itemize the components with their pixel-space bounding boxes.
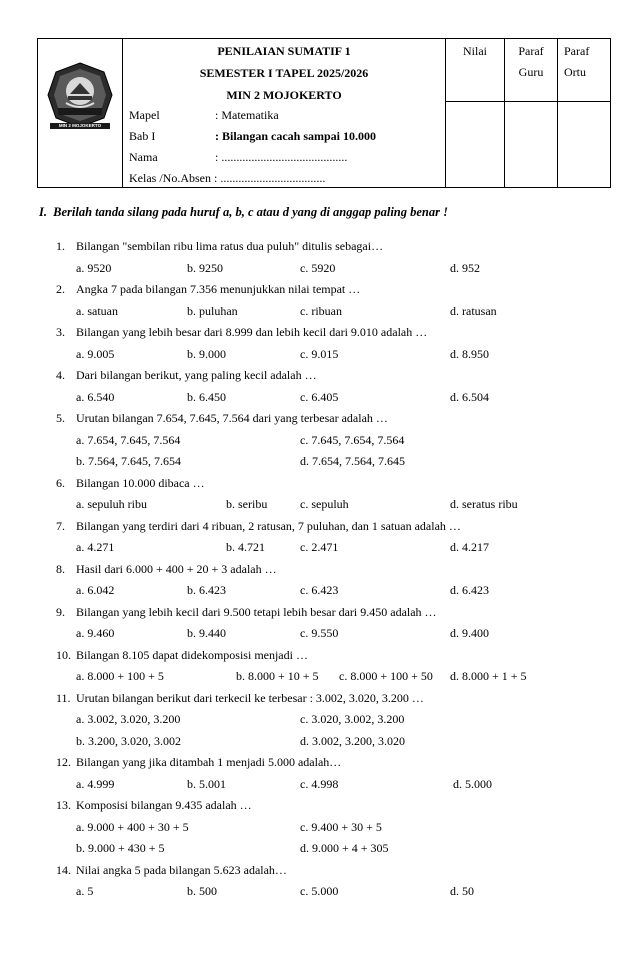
field-nama bbox=[129, 147, 376, 168]
nilai-label: Nilai bbox=[463, 44, 487, 58]
question-text: Bilangan yang jika ditambah 1 menjadi 5.000 adalah… bbox=[76, 755, 342, 769]
options-row bbox=[56, 494, 616, 516]
answer-option[interactable]: c. 3.020, 3.002, 3.200 bbox=[300, 712, 405, 726]
question-text-row bbox=[56, 602, 616, 624]
answer-option[interactable]: b. puluhan bbox=[187, 303, 238, 318]
answer-option[interactable]: b. 6.423 bbox=[187, 583, 226, 597]
question-number: 8. bbox=[56, 561, 65, 576]
question-text-row bbox=[56, 688, 616, 710]
options-row bbox=[56, 430, 616, 452]
question-item bbox=[56, 795, 616, 860]
field-value: : ................................... bbox=[213, 171, 326, 185]
question-number: 6. bbox=[56, 475, 65, 490]
answer-option[interactable]: a. 9520 bbox=[76, 260, 112, 275]
answer-option[interactable]: d. 8.000 + 1 + 5 bbox=[450, 669, 527, 683]
options-row bbox=[56, 709, 616, 731]
question-list bbox=[56, 236, 616, 903]
question-text-row bbox=[56, 279, 616, 301]
question-text: Bilangan yang lebih kecil dari 9.500 tetapi lebih besar dari 9.450 adalah … bbox=[76, 604, 437, 619]
answer-option[interactable]: d. 952 bbox=[450, 260, 480, 275]
options-row bbox=[56, 666, 616, 688]
field-bab bbox=[129, 126, 376, 147]
question-number: 7. bbox=[56, 518, 65, 533]
answer-option[interactable]: d. 6.504 bbox=[450, 389, 489, 404]
question-item bbox=[56, 860, 616, 903]
answer-option[interactable]: b. 3.200, 3.020, 3.002 bbox=[76, 733, 181, 748]
question-item bbox=[56, 236, 616, 279]
question-item bbox=[56, 322, 616, 365]
options-row bbox=[56, 817, 616, 839]
question-text-row bbox=[56, 322, 616, 344]
answer-option[interactable]: d. 9.400 bbox=[450, 626, 489, 640]
question-item bbox=[56, 645, 616, 688]
question-number: 13. bbox=[56, 798, 71, 812]
answer-option[interactable]: c. ribuan bbox=[300, 303, 342, 318]
field-mapel bbox=[129, 105, 376, 126]
answer-option[interactable]: d. 7.654, 7.564, 7.645 bbox=[300, 454, 405, 468]
answer-option[interactable]: c. 6.423 bbox=[300, 583, 339, 597]
answer-option[interactable]: c. 7.645, 7.654, 7.564 bbox=[300, 432, 405, 447]
answer-option[interactable]: d. 6.423 bbox=[450, 583, 489, 597]
answer-option[interactable]: b. seribu bbox=[226, 497, 268, 511]
paraf-ortu-header bbox=[558, 39, 611, 102]
question-text: Hasil dari 6.000 + 400 + 20 + 3 adalah … bbox=[76, 561, 277, 576]
question-number: 9. bbox=[56, 604, 65, 619]
paraf-guru-header bbox=[505, 39, 558, 102]
options-row bbox=[56, 774, 616, 796]
answer-option[interactable]: d. 50 bbox=[450, 884, 474, 898]
question-text-row bbox=[56, 559, 616, 581]
question-text: Komposisi bilangan 9.435 adalah … bbox=[76, 798, 252, 812]
school-logo-icon bbox=[46, 61, 114, 129]
answer-option[interactable]: a. 4.271 bbox=[76, 540, 115, 554]
answer-option[interactable]: b. 9.000 + 430 + 5 bbox=[76, 841, 165, 855]
paraf-guru-label: Paraf Guru bbox=[518, 44, 544, 79]
answer-option[interactable]: d. seratus ribu bbox=[450, 497, 518, 511]
answer-option[interactable]: a. satuan bbox=[76, 303, 118, 318]
question-item bbox=[56, 473, 616, 516]
options-row bbox=[56, 387, 616, 409]
answer-option[interactable]: c. 2.471 bbox=[300, 540, 339, 554]
header-table bbox=[37, 38, 611, 188]
answer-option[interactable]: b. 8.000 + 10 + 5 bbox=[236, 669, 319, 683]
answer-option[interactable]: a. 4.999 bbox=[76, 776, 115, 791]
answer-option[interactable]: b. 9.440 bbox=[187, 626, 226, 640]
answer-option[interactable]: d. 8.950 bbox=[450, 346, 489, 361]
answer-option[interactable]: c. sepuluh bbox=[300, 497, 349, 511]
field-label: Nama bbox=[129, 150, 158, 164]
question-item bbox=[56, 602, 616, 645]
options-row bbox=[56, 881, 616, 903]
answer-option[interactable]: a. 9.005 bbox=[76, 346, 115, 361]
question-text: Bilangan "sembilan ribu lima ratus dua puluh" ditulis sebagai… bbox=[76, 239, 384, 253]
answer-option[interactable]: a. sepuluh ribu bbox=[76, 497, 147, 511]
field-label: Kelas /No.Absen bbox=[129, 171, 211, 185]
options-row bbox=[56, 301, 616, 323]
options-row bbox=[56, 451, 616, 473]
nilai-box[interactable] bbox=[446, 102, 505, 188]
options-row bbox=[56, 344, 616, 366]
question-item bbox=[56, 516, 616, 559]
question-item bbox=[56, 408, 616, 473]
answer-option[interactable]: b. 5.001 bbox=[187, 776, 226, 791]
answer-option[interactable]: c. 5.000 bbox=[300, 884, 339, 898]
answer-option[interactable]: c. 4.998 bbox=[300, 776, 339, 791]
question-text-row bbox=[56, 516, 616, 538]
paraf-ortu-label: Paraf Ortu bbox=[564, 44, 590, 79]
exam-title: PENILAIAN SUMATIF 1 bbox=[217, 44, 351, 58]
question-number: 2. bbox=[56, 282, 65, 296]
logo-cell bbox=[38, 39, 123, 188]
answer-option[interactable]: d. 5.000 bbox=[453, 776, 492, 791]
question-text: Dari bilangan berikut, yang paling kecil adalah … bbox=[76, 368, 317, 382]
question-text-row bbox=[56, 408, 616, 430]
question-text-row bbox=[56, 860, 616, 882]
field-label: Bab I bbox=[129, 129, 156, 143]
school-name: MIN 2 MOJOKERTO bbox=[226, 88, 342, 102]
instruction-text: Berilah tanda silang pada huruf a, b, c atau d yang di anggap paling benar ! bbox=[53, 205, 448, 219]
question-text-row bbox=[56, 236, 616, 258]
question-number: 4. bbox=[56, 368, 65, 382]
field-value: : Bilangan cacah sampai 10.000 bbox=[215, 129, 377, 143]
answer-option[interactable]: b. 7.564, 7.645, 7.654 bbox=[76, 454, 181, 468]
question-number: 14. bbox=[56, 862, 71, 877]
answer-option[interactable]: c. 8.000 + 100 + 50 bbox=[339, 669, 433, 683]
question-item bbox=[56, 752, 616, 795]
answer-option[interactable]: c. 9.400 + 30 + 5 bbox=[300, 819, 382, 834]
question-text: Urutan bilangan 7.654, 7.645, 7.564 dari yang terbesar adalah … bbox=[76, 411, 388, 425]
question-number: 12. bbox=[56, 755, 71, 769]
section-instruction bbox=[39, 205, 448, 220]
field-value: : .......................................... bbox=[215, 150, 348, 164]
answer-option[interactable]: a. 8.000 + 100 + 5 bbox=[76, 669, 164, 683]
options-row bbox=[56, 838, 616, 860]
nilai-header bbox=[446, 39, 505, 102]
answer-option[interactable]: d. 3.002, 3.200, 3.020 bbox=[300, 733, 405, 748]
question-text: Bilangan 8.105 dapat didekomposisi menjadi … bbox=[76, 647, 308, 662]
options-row bbox=[56, 258, 616, 280]
answer-option[interactable]: b. 4.721 bbox=[226, 540, 265, 554]
answer-option[interactable]: c. 5920 bbox=[300, 260, 336, 275]
answer-option[interactable]: a. 6.540 bbox=[76, 389, 115, 404]
question-number: 3. bbox=[56, 325, 65, 339]
answer-option[interactable]: b. 6.450 bbox=[187, 389, 226, 404]
answer-option[interactable]: c. 9.015 bbox=[300, 346, 339, 361]
options-row bbox=[56, 731, 616, 753]
options-row bbox=[56, 623, 616, 645]
field-value: : Matematika bbox=[215, 108, 279, 122]
answer-option[interactable]: a. 7.654, 7.645, 7.564 bbox=[76, 432, 181, 447]
answer-option[interactable]: b. 500 bbox=[187, 884, 217, 898]
question-number: 10. bbox=[56, 647, 71, 662]
answer-option[interactable]: a. 3.002, 3.020, 3.200 bbox=[76, 712, 181, 726]
options-row bbox=[56, 580, 616, 602]
answer-option[interactable]: b. 9.000 bbox=[187, 346, 226, 361]
semester-title: SEMESTER I TAPEL 2025/2026 bbox=[199, 66, 369, 80]
question-item bbox=[56, 365, 616, 408]
question-text: Urutan bilangan berikut dari terkecil ke terbesar : 3.002, 3.020, 3.200 … bbox=[76, 690, 424, 705]
answer-option[interactable]: c. 6.405 bbox=[300, 389, 339, 404]
paraf-guru-box[interactable] bbox=[505, 102, 558, 188]
answer-option[interactable]: d. ratusan bbox=[450, 303, 497, 318]
question-text: Bilangan yang lebih besar dari 8.999 dan lebih kecil dari 9.010 adalah … bbox=[76, 325, 428, 339]
question-item bbox=[56, 559, 616, 602]
question-text-row bbox=[56, 752, 616, 774]
question-text-row bbox=[56, 473, 616, 495]
question-text: Angka 7 pada bilangan 7.356 menunjukkan nilai tempat … bbox=[76, 282, 361, 296]
question-text: Nilai angka 5 pada bilangan 5.623 adalah… bbox=[76, 862, 287, 877]
section-number: I. bbox=[39, 205, 47, 219]
question-item bbox=[56, 279, 616, 322]
question-number: 1. bbox=[56, 239, 65, 253]
answer-option[interactable]: a. 5 bbox=[76, 884, 94, 898]
question-text: Bilangan yang terdiri dari 4 ribuan, 2 ratusan, 7 puluhan, dan 1 satuan adalah … bbox=[76, 518, 461, 533]
answer-option[interactable]: a. 6.042 bbox=[76, 583, 115, 597]
question-text: Bilangan 10.000 dibaca … bbox=[76, 475, 205, 490]
options-row bbox=[56, 537, 616, 559]
answer-option[interactable]: b. 9250 bbox=[187, 260, 223, 275]
question-number: 5. bbox=[56, 411, 65, 425]
logo-caption: MIN 2 MOJOKERTO bbox=[50, 123, 110, 129]
paraf-ortu-box[interactable] bbox=[558, 102, 611, 188]
question-number: 11. bbox=[56, 690, 71, 705]
answer-option[interactable]: a. 9.460 bbox=[76, 626, 115, 640]
question-text-row bbox=[56, 795, 616, 817]
question-item bbox=[56, 688, 616, 753]
answer-option[interactable]: c. 9.550 bbox=[300, 626, 339, 640]
field-kelas bbox=[129, 168, 376, 189]
question-text-row bbox=[56, 645, 616, 667]
info-cell bbox=[123, 39, 446, 188]
field-label: Mapel bbox=[129, 108, 160, 122]
answer-option[interactable]: d. 4.217 bbox=[450, 540, 489, 554]
answer-option[interactable]: d. 9.000 + 4 + 305 bbox=[300, 841, 389, 855]
answer-option[interactable]: a. 9.000 + 400 + 30 + 5 bbox=[76, 819, 189, 834]
question-text-row bbox=[56, 365, 616, 387]
